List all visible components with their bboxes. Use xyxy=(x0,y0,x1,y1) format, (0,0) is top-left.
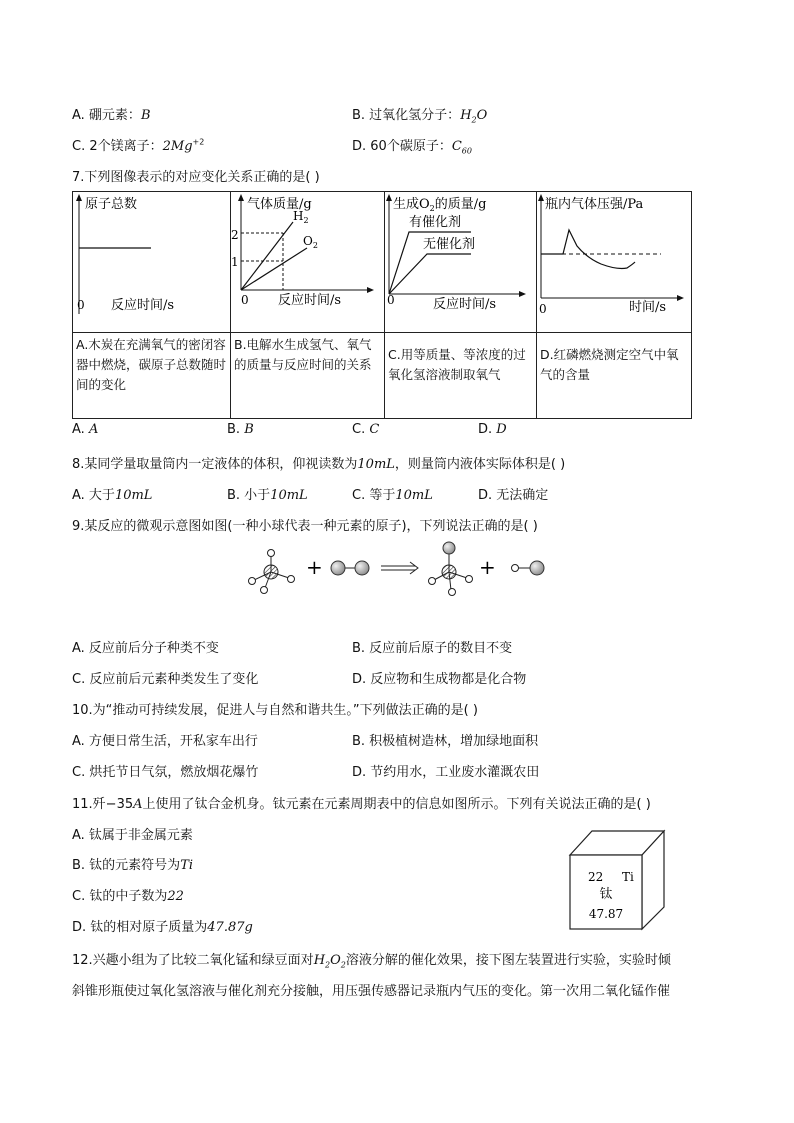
element-atomic-number: 22 xyxy=(588,870,604,884)
q7-caption-a-cell xyxy=(73,333,231,419)
q7-chart-d xyxy=(537,192,691,328)
q7-caption-a: A.木炭在充满氧气的密闭容器中燃烧，碳原子总数随时间的变化 xyxy=(76,337,227,392)
q7-chart-b-xlabel: 反应时间/s xyxy=(278,293,342,308)
product-molecule-2 xyxy=(512,561,545,575)
q7-caption-b: B.电解水生成氢气、氧气的质量与反应时间的关系 xyxy=(234,337,372,372)
q10-option-b: B. 积极植树造林，增加绿地面积 xyxy=(352,734,539,749)
q7-chart-b-label-h2: $H_2$ xyxy=(293,209,309,225)
q7-chart-b-label-o2: $O_2$ xyxy=(303,234,318,250)
q7-chart-a-xlabel: 反应时间/s xyxy=(111,298,175,313)
element-name: 钛 xyxy=(599,887,613,902)
product-molecule-1 xyxy=(429,542,473,596)
q7-chart-c-ylabel: 生成$O_2$的质量/g xyxy=(393,197,487,213)
q9-stem: 9.某反应的微观示意图如图(一种小球代表一种元素的原子)，下列说法正确的是( ) xyxy=(72,519,538,534)
q9-option-d: D. 反应物和生成物都是化合物 xyxy=(352,672,527,687)
q7-chart-b-series-o2 xyxy=(241,248,307,290)
q7-option-b: B. B xyxy=(227,422,254,437)
q7-chart-a-ylabel: 原子总数 xyxy=(85,197,138,212)
q7-chart-d-origin: 0 xyxy=(539,302,547,316)
reaction-arrow-icon xyxy=(381,562,418,574)
q6-option-a: A. 硼元素：B xyxy=(72,108,151,123)
q10-option-d: D. 节约用水，工业废水灌溉农田 xyxy=(352,765,540,780)
q11-stem: 11.歼−35A上使用了钛合金机身。钛元素在元素周期表中的信息如图所示。下列有关说法正确的是( ) xyxy=(72,797,651,812)
q9-plus-1: + xyxy=(306,555,323,579)
q9-reaction-diagram xyxy=(240,538,560,604)
q7-chart-b-tick-2: 2 xyxy=(231,228,239,242)
q7-chart-d-xlabel: 时间/s xyxy=(629,300,667,315)
q7-chart-d-series xyxy=(541,230,635,269)
q11-option-a: A. 钛属于非金属元素 xyxy=(72,828,193,843)
element-symbol: Ti xyxy=(622,870,634,884)
q7-chart-c-series-nocatalyst xyxy=(389,254,471,294)
q9-option-b: B. 反应前后原子的数目不变 xyxy=(352,641,513,656)
q7-chart-c-label-nocatalyst: 无催化剂 xyxy=(423,237,476,252)
q6-option-c: C. 2个镁离子：$2Mg^{+2}$ xyxy=(72,137,205,154)
q12-line-1: 12.兴趣小组为了比较二氧化锰和绿豆面对$H_2O_2$溶液分解的催化效果，接下图左装置进行实验，实验时倾 xyxy=(72,953,671,970)
reactant-molecule-1 xyxy=(249,550,295,594)
q7-option-d: D. D xyxy=(478,422,507,437)
q6-option-b: B. 过氧化氢分子：$H_2O$ xyxy=(352,108,488,125)
q7-chart-b xyxy=(231,192,384,328)
q7-chart-b-series-h2 xyxy=(241,222,293,290)
q7-chart-b-origin: 0 xyxy=(241,293,249,307)
q7-caption-d-cell xyxy=(537,333,692,419)
q7-caption-d: D.红磷燃烧测定空气中氧气的含量 xyxy=(540,347,679,382)
q9-option-a: A. 反应前后分子种类不变 xyxy=(72,641,219,656)
q9-option-c: C. 反应前后元素种类发生了变化 xyxy=(72,672,259,687)
q7-chart-d-cell xyxy=(537,192,692,333)
q7-caption-c: C.用等质量、等浓度的过氧化氢溶液制取氧气 xyxy=(388,347,526,382)
q8-option-d: D. 无法确定 xyxy=(478,488,549,503)
q10-option-a: A. 方便日常生活，开私家车出行 xyxy=(72,734,258,749)
q10-stem: 10.为“推动可持续发展，促进人与自然和谐共生。”下列做法正确的是( ) xyxy=(72,703,478,718)
q7-chart-a-cell xyxy=(73,192,231,333)
q12-line-2: 斜锥形瓶使过氧化氢溶液与催化剂充分接触，用压强传感器记录瓶内气压的变化。第一次用二氧化锰作催 xyxy=(72,984,671,999)
q7-chart-c-cell xyxy=(385,192,537,333)
reactant-molecule-2 xyxy=(331,561,369,575)
element-atomic-mass: 47.87 xyxy=(588,907,624,921)
q7-chart-c-origin: 0 xyxy=(387,293,395,307)
q10-option-c: C. 烘托节日气氛，燃放烟花爆竹 xyxy=(72,765,259,780)
q7-option-c: C. C xyxy=(352,422,380,437)
q8-option-b: B. 小于10mL xyxy=(227,488,308,503)
q8-stem: 8.某同学量取量筒内一定液体的体积，仰视读数为10mL，则量筒内液体实际体积是( ) xyxy=(72,457,566,472)
q9-plus-2: + xyxy=(479,555,496,579)
q11-option-c: C. 钛的中子数为22 xyxy=(72,889,184,904)
q7-chart-a xyxy=(73,192,230,328)
q11-option-d: D. 钛的相对原子质量为47.87g xyxy=(72,920,253,935)
q7-chart-b-ylabel: 气体质量/g xyxy=(247,197,312,212)
q7-stem: 7.下列图像表示的对应变化关系正确的是( ) xyxy=(72,170,320,185)
q7-chart-table xyxy=(72,191,692,419)
q7-caption-b-cell xyxy=(231,333,385,419)
q7-chart-b-cell xyxy=(231,192,385,333)
q7-chart-b-tick-1: 1 xyxy=(231,255,239,269)
q7-chart-c xyxy=(385,192,536,328)
q7-chart-c-label-catalyst: 有催化剂 xyxy=(409,215,462,230)
q11-option-b: B. 钛的元素符号为Ti xyxy=(72,858,194,873)
q8-option-c: C. 等于10mL xyxy=(352,488,433,503)
q6-option-d: D. 60个碳原子：$C_{60}$ xyxy=(352,139,472,156)
q7-option-a: A. A xyxy=(72,422,99,437)
q7-chart-c-xlabel: 反应时间/s xyxy=(433,297,497,312)
q7-chart-a-origin: 0 xyxy=(77,298,85,312)
q8-option-a: A. 大于10mL xyxy=(72,488,153,503)
titanium-element-card xyxy=(568,829,668,931)
q7-caption-c-cell xyxy=(385,333,537,419)
q7-chart-d-ylabel: 瓶内气体压强/Pa xyxy=(545,197,644,212)
